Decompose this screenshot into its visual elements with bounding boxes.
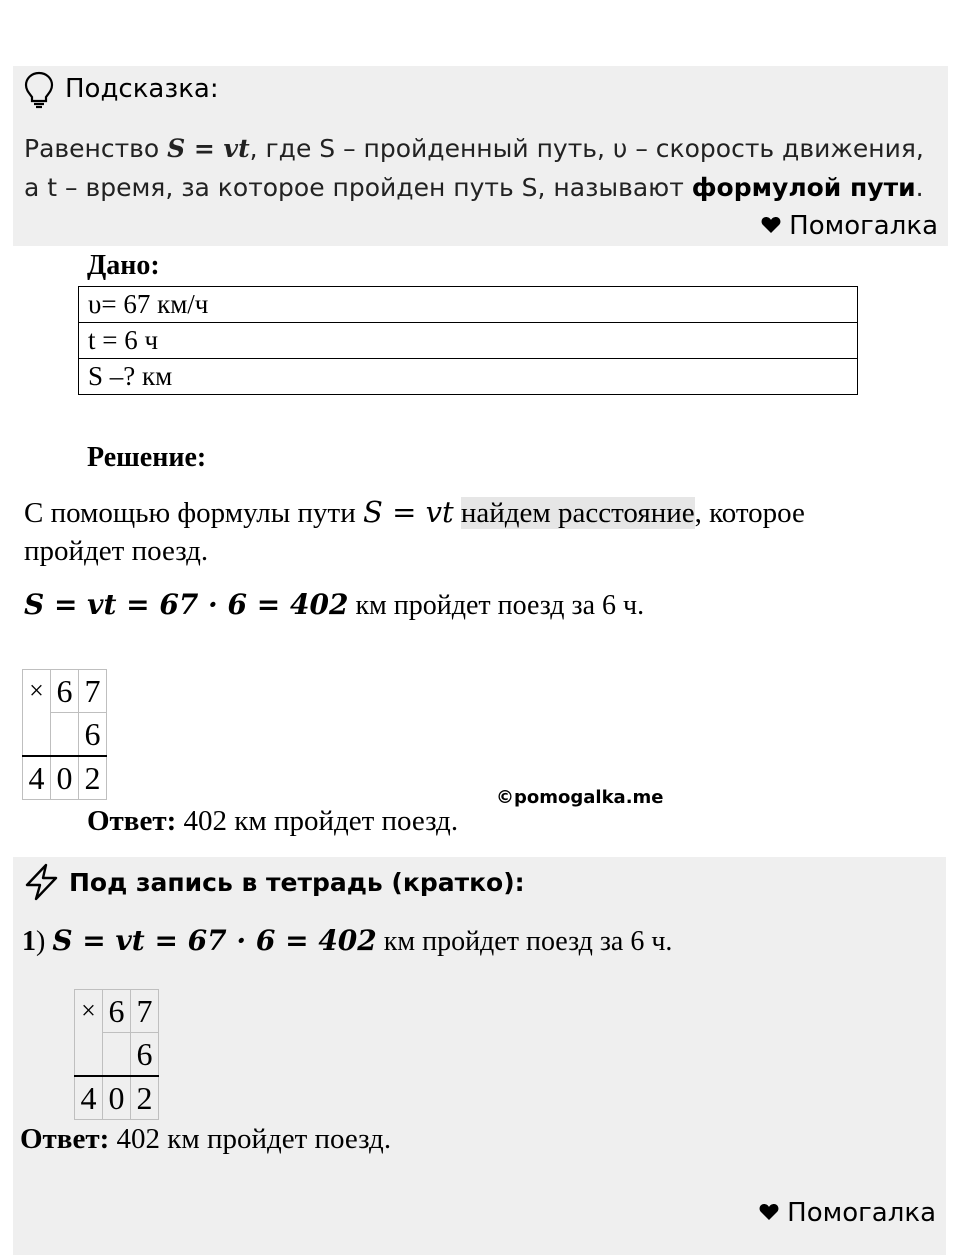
hint-bold-term: формулой пути [691, 173, 916, 202]
solution-title: Решение: [87, 442, 207, 473]
solution-highlight: найдем расстояние [460, 497, 695, 529]
mul-empty-cell [23, 713, 51, 757]
mul-digit: 6 [103, 990, 131, 1033]
solution-line-1 [24, 495, 805, 530]
solution-line-2: пройдет поезд. [24, 535, 209, 567]
answer [87, 805, 458, 838]
hint-brand [761, 211, 938, 241]
notebook-brand [759, 1198, 936, 1228]
notebook-brand-label: Помогалка [787, 1198, 936, 1228]
table-row [79, 359, 858, 395]
table-row [79, 323, 858, 359]
mul-result-digit: 4 [75, 1076, 103, 1120]
solution-calc-text: км пройдет поезд за 6 ч. [348, 590, 645, 621]
mul-digit: 7 [79, 670, 107, 713]
notebook-item-paren: ) [36, 926, 46, 957]
given-speed: υ= 67 км/ч [79, 287, 858, 323]
hint-line2-post: . [915, 173, 924, 202]
multiplication-grid [22, 669, 107, 800]
watermark: ©pomogalka.me [496, 787, 664, 808]
mul-digit: 7 [131, 990, 159, 1033]
given-table [78, 286, 858, 395]
given-distance: S –? км [79, 359, 858, 395]
multiply-sign: × [23, 670, 51, 713]
hint-line-1 [24, 134, 924, 163]
mul-digit: 6 [131, 1033, 159, 1077]
notebook-answer-text: 402 км пройдет поезд. [109, 1123, 392, 1155]
multiply-sign: × [75, 990, 103, 1033]
notebook-item-number: 1 [22, 926, 36, 957]
notebook-calc [22, 924, 672, 958]
hint-line1-post: , где S – пройденный путь, υ – скорость движения, [249, 134, 924, 163]
solution-text-post: , которое [694, 497, 805, 529]
lightning-icon [22, 862, 62, 902]
mul-digit [103, 1033, 131, 1077]
mul-result-digit: 4 [23, 756, 51, 800]
answer-label: Ответ: [87, 805, 177, 837]
given-time: t = 6 ч [79, 323, 858, 359]
notebook-multiplication-grid [74, 989, 159, 1120]
notebook-title: Под запись в тетрадь (кратко): [69, 868, 525, 897]
hint-line-2 [24, 173, 924, 202]
mul-result-digit: 0 [103, 1076, 131, 1120]
mul-result-digit: 2 [79, 756, 107, 800]
mul-digit [51, 713, 79, 757]
mul-empty-cell [75, 1033, 103, 1077]
notebook-calc-formula: S = vt = 67 · 6 = 402 [52, 924, 377, 957]
heart-icon [759, 1198, 779, 1228]
solution-formula: S = vt [362, 495, 454, 529]
mul-result-digit: 2 [131, 1076, 159, 1120]
notebook-answer-label: Ответ: [20, 1123, 110, 1155]
heart-icon [761, 211, 781, 241]
hint-title: Подсказка: [65, 74, 219, 104]
hint-line2-pre: а t – время, за которое пройден путь S, называют [24, 173, 692, 202]
hint-brand-label: Помогалка [789, 211, 938, 241]
mul-digit: 6 [51, 670, 79, 713]
notebook-answer [20, 1123, 391, 1156]
mul-result-digit: 0 [51, 756, 79, 800]
solution-text-pre: С помощью формулы пути [24, 497, 363, 529]
solution-calc [24, 588, 644, 622]
hint-formula: S = vt [167, 134, 250, 163]
table-row [79, 287, 858, 323]
answer-text: 402 км пройдет поезд. [176, 805, 459, 837]
given-title: Дано: [87, 250, 160, 281]
solution-calc-formula: S = vt = 67 · 6 = 402 [24, 588, 349, 621]
notebook-calc-text: км пройдет поезд за 6 ч. [376, 926, 673, 957]
hint-line1-pre: Равенство [24, 134, 168, 163]
mul-digit: 6 [79, 713, 107, 757]
lightbulb-icon [22, 70, 56, 110]
